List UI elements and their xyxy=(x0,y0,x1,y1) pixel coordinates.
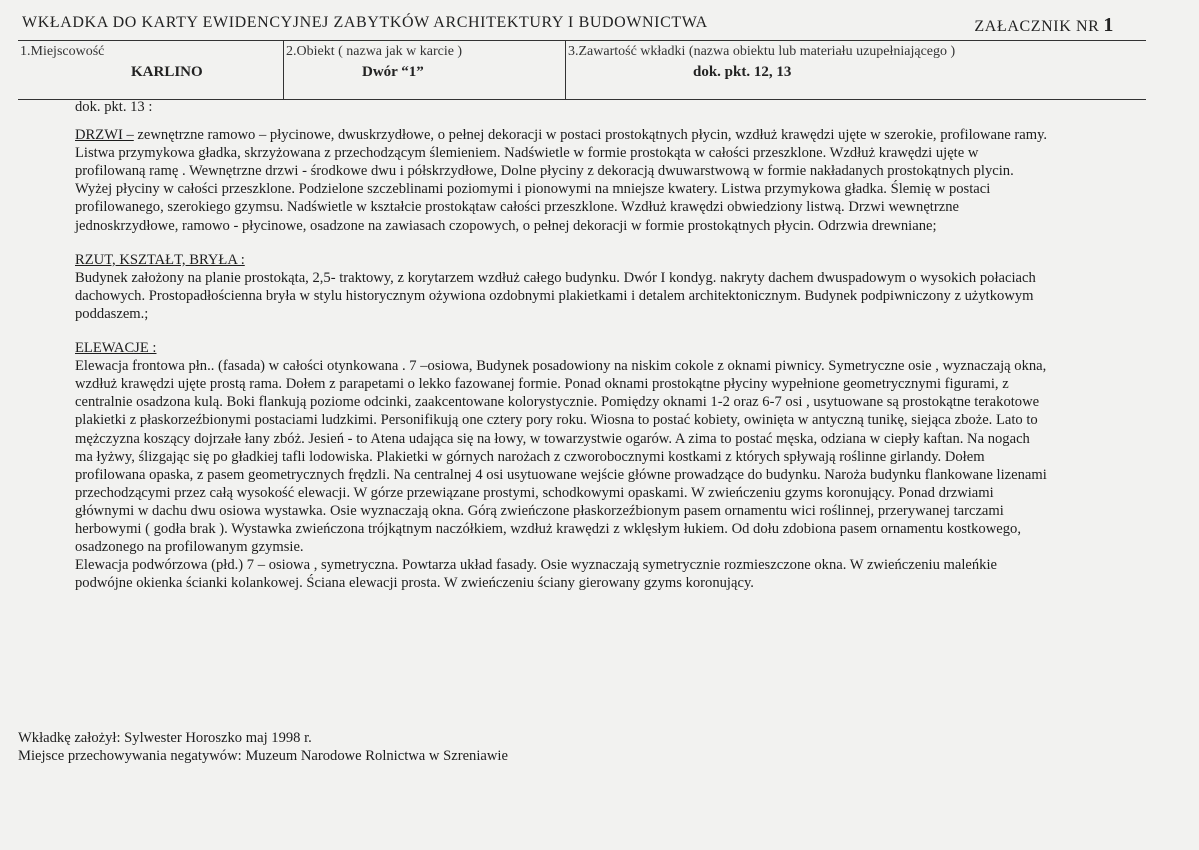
document-body xyxy=(75,98,1050,592)
annex-number: 1 xyxy=(1103,14,1114,36)
contents-field xyxy=(565,41,1146,99)
doors-heading: DRZWI – xyxy=(75,127,134,144)
doors-text: zewnętrzne ramowo – płycinowe, dwuskrzydłowe, o pełnej dekoracji w postaci prostokątnych płycin, wzdłuż krawędzi ujęte w szerokie, profilowane ramy. Listwa przymykowa gładka, skrzyżowana z przechodzącym ślemieniem. Nadświetle w formie prostokąta w całości przeszklone. Wzdłuż krawędzi ujęte w profilowaną ramę . Wewnętrzne drzwi - środkowe dwu i półskrzydłowe, Dolne płyciny z dekoracją dwuwarstwową w formie nakładanych prostokątnych plycin. Wyżej płyciny w całości przeszklone. Podzielone szczeblinami poziomymi i pionowymi na mniejsze kwatery. Listwa przymykowa gładka. Ślemię w postaci profilowanego, szerokiego gzymsu. Nadświetle w kształcie prostokątaw całości przeszklone. Wzdłuż krawędzi obwiedziony listwą. Drzwi wewnętrzne jednoskrzydłowe, ramowo - płycinowe, osadzone na zawiasach czopowych, o pełnej dekoracji w formie prostokątnych płycin. Odrzwia drewniane; xyxy=(75,127,1048,234)
document-footer xyxy=(18,729,508,766)
locality-value: KARLINO xyxy=(131,64,203,80)
plan-heading: RZUT, KSZTAŁT, BRYŁA : xyxy=(75,251,245,268)
contents-value: dok. pkt. 12, 13 xyxy=(693,64,792,80)
intro-line: dok. pkt. 13 : xyxy=(75,99,153,115)
annex-label-text: ZAŁACZNIK NR xyxy=(974,18,1100,35)
author-line: Wkładkę założył: Sylwester Horoszko maj 1998 r. xyxy=(18,730,312,746)
contents-label: 3.Zawartość wkładki (nazwa obiektu lub materiału uzupełniającego ) xyxy=(568,44,956,59)
object-value: Dwór “1” xyxy=(362,64,424,80)
negatives-line: Miejsce przechowywania negatywów: Muzeum Narodowe Rolnictwa w Szreniawie xyxy=(18,748,508,765)
document-title: WKŁADKA DO KARTY EWIDENCYJNEJ ZABYTKÓW ARCHITEKTURY I BUDOWNICTWA xyxy=(22,14,708,31)
object-label: 2.Obiekt ( nazwa jak w karcie ) xyxy=(286,44,463,59)
header-fields xyxy=(18,40,1146,100)
plan-text: Budynek założony na planie prostokąta, 2,5- traktowy, z korytarzem wzdłuż całego budynku. Dwór I kondyg. nakryty dachem dwuspadowym o wysokich połaciach dachowych. Prostopadłościenna bryła w stylu historycznym ożywiona ozdobnymi plakietkami i detalem architektonicznym. Budynek podpiwniczony z użytkowym poddaszem.; xyxy=(75,269,1036,322)
locality-label: 1.Miejscowość xyxy=(20,44,105,59)
elevation-front-text: Elewacja frontowa płn.. (fasada) w całości otynkowana . 7 –osiowa, Budynek posadowiony na niskim cokole z oknami piwnicy. Symetryczne osie , wyznaczają okna, wzdłuż krawędzi ujęte prostą rama. Dołem z parapetami o lekko fazowanej formie. Ponad oknami prostokątne płyciny wypełnione geometrycznymi figurami, z centralnie osadzona kulą. Boki flankują poziome odcinki, zaakcentowane kolorystycznie. Pomiędzy oknami 1-2 oraz 6-7 osi , usytuowane są prostokątne terakotowe plakietki z płaskorzeźbionymi postaciami ludzkimi. Personifikują one cztery pory roku. Wiosna to postać kobiety, owinięta w antyczną tunikę, siejąca zboże. Lato to mężczyzna koszący dojrzałe łany zbóż. Jesień - to Atena udająca się na łowy, w towarzystwie ogarów. A zima to postać męska, odziana w ciepły kaftan. Na nogach ma łyżwy, ślizgając się po gładkiej tafli lodowiska. Plakietki w górnych narożach z czworobocznymi kostkami z których spływają roślinne girlandy. Dołem profilowana opaska, z pasem geometrycznych frędzli. Na centralnej 4 osi usytuowane wejście główne prowadzące do budynku. Naroża budynku flankowane lizenami przechodzącymi przez całą wysokość elewacji. W górze przewiązane prostymi, schodkowymi opaskami. W zwieńczeniu gzyms koronujący. Ponad drzwiami głównymi w dachu dwu osiowa wystawka. Osie wyznaczają okna. Górą zwieńczone płaskorzeźbionym pasem ornamentu wici roślinnej, przerywanej tarczami herbowymi ( godła brak ). Wystawka zwieńczona trójkątnym naczółkiem, wzdłuż krawędzi z wklęsłym łukiem. Od dołu zdobiona pasem ornamentu kostkowego, osadzonego na profilowanym gzymsie. xyxy=(75,358,1047,556)
elevations-heading: ELEWACJE : xyxy=(75,340,157,357)
annex-label xyxy=(974,14,1114,37)
locality-field xyxy=(18,41,283,99)
elevation-rear-text: Elewacja podwórzowa (płd.) 7 – osiowa , symetryczna. Powtarza układ fasady. Osie wyznaczają symetrycznie rozmieszczone okna. W zwieńczeniu maleńkie podwójne okienka ścianki kolankowej. Ściana elewacji prosta. W zwieńczeniu ściany gierowany gzyms koronujący. xyxy=(75,557,998,592)
object-field xyxy=(283,41,565,99)
doors-section xyxy=(75,126,1050,235)
